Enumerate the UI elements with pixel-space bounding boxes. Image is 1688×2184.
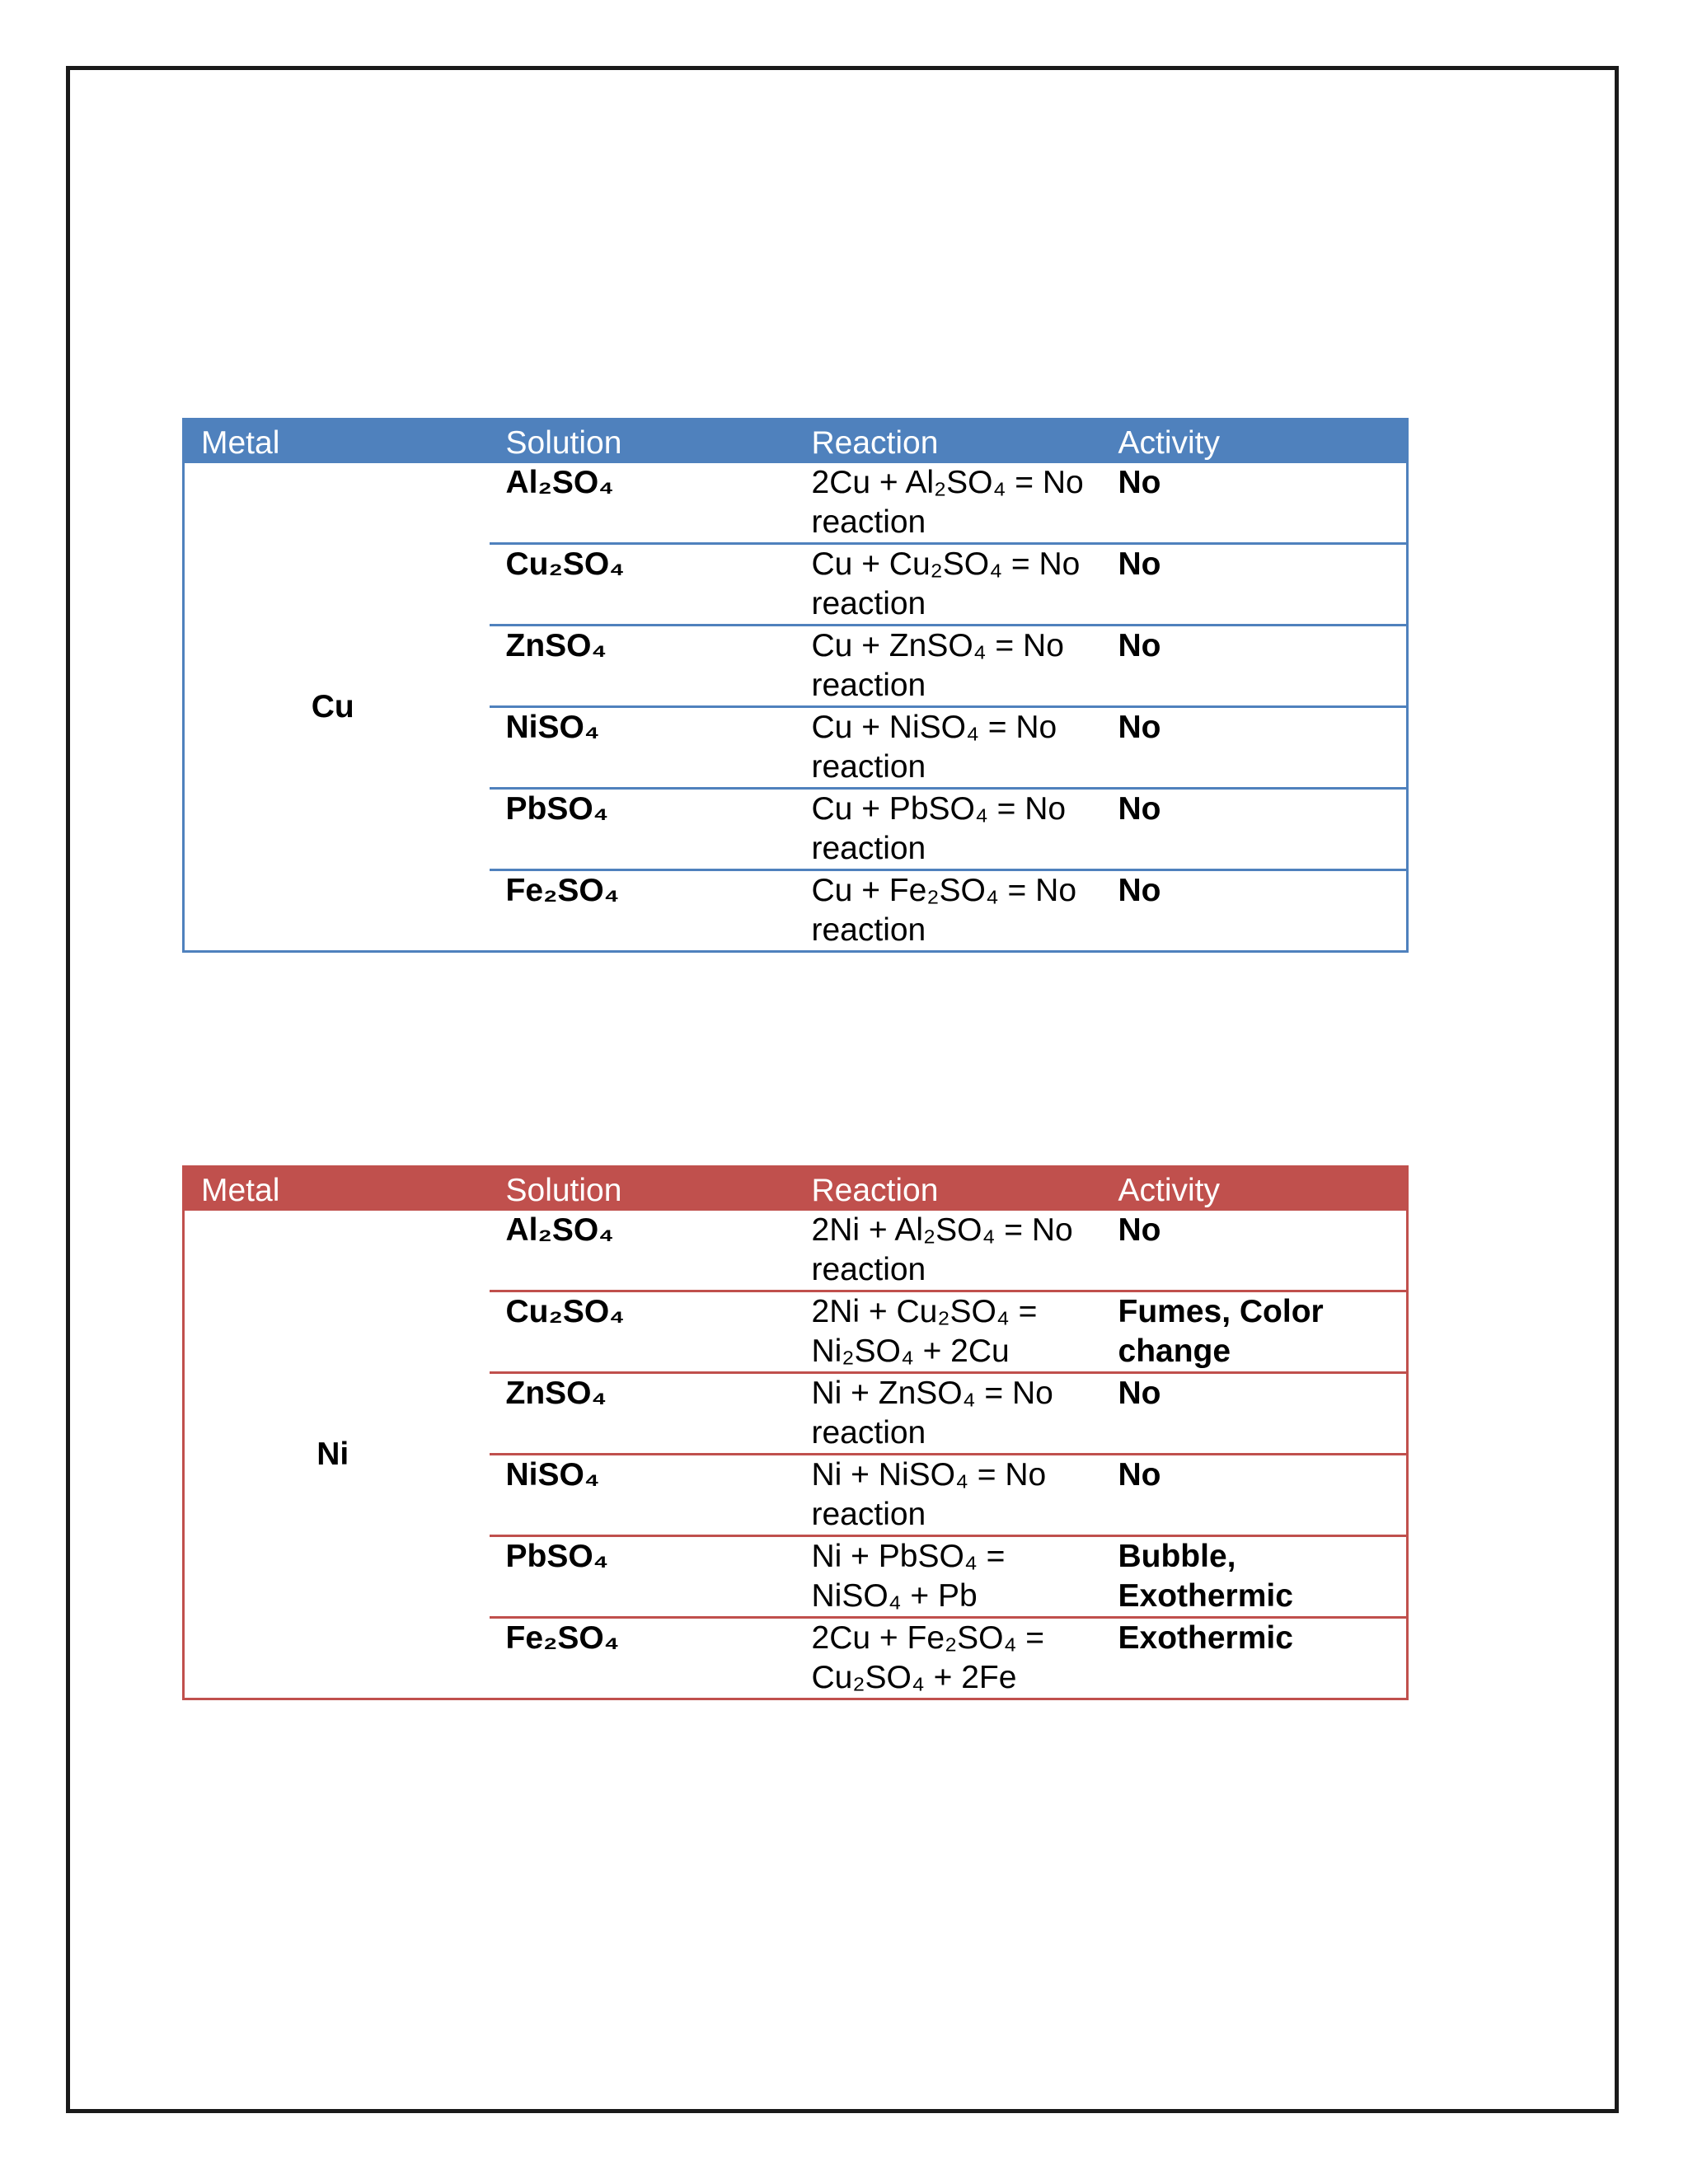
solution-cell: Al₂SO₄ (505, 465, 614, 500)
solution-cell: ZnSO₄ (490, 1373, 795, 1455)
table-header-row (184, 419, 1408, 464)
header-reaction: Reaction (811, 1173, 939, 1208)
solution-cell: PbSO₄ (490, 789, 795, 870)
header-activity: Activity (1118, 425, 1221, 461)
header-metal: Metal (201, 425, 280, 461)
solution-cell: NiSO₄ (490, 1455, 795, 1536)
activity-cell: No (1102, 1373, 1408, 1455)
reaction-cell: 2Ni + Al₂SO₄ = No reaction (811, 1212, 1073, 1287)
header-activity: Activity (1118, 1173, 1221, 1208)
header-reaction: Reaction (811, 425, 939, 461)
reaction-cell: Cu + NiSO₄ = No reaction (795, 707, 1102, 789)
solution-cell: Al₂SO₄ (505, 1212, 614, 1248)
activity-cell: Bubble, Exothermic (1102, 1536, 1408, 1618)
activity-cell: Fumes, Color change (1102, 1291, 1408, 1373)
reaction-cell: Ni + PbSO₄ = NiSO₄ + Pb (795, 1536, 1102, 1618)
activity-cell: No (1102, 544, 1408, 626)
activity-cell: No (1118, 465, 1161, 500)
header-solution: Solution (505, 425, 622, 461)
table-row (184, 1211, 1408, 1291)
activity-cell: No (1102, 870, 1408, 952)
solution-cell: ZnSO₄ (490, 626, 795, 707)
activity-cell: Exothermic (1102, 1618, 1408, 1699)
metal-cell: Ni (316, 1436, 349, 1472)
reaction-cell: Ni + ZnSO₄ = No reaction (795, 1373, 1102, 1455)
reaction-cell: 2Cu + Al₂SO₄ = No reaction (811, 465, 1084, 540)
reaction-cell: Cu + PbSO₄ = No reaction (795, 789, 1102, 870)
activity-cell: No (1102, 789, 1408, 870)
solution-cell: NiSO₄ (490, 707, 795, 789)
nickel-reaction-table (182, 1165, 1409, 1700)
reaction-cell: Ni + NiSO₄ = No reaction (795, 1455, 1102, 1536)
solution-cell: Fe₂SO₄ (490, 1618, 795, 1699)
activity-cell: No (1102, 707, 1408, 789)
reaction-cell: 2Ni + Cu₂SO₄ = Ni₂SO₄ + 2Cu (795, 1291, 1102, 1373)
copper-reaction-table (182, 418, 1409, 953)
activity-cell: No (1102, 626, 1408, 707)
solution-cell: Cu₂SO₄ (490, 544, 795, 626)
reaction-cell: 2Cu + Fe₂SO₄ = Cu₂SO₄ + 2Fe (795, 1618, 1102, 1699)
table-row (184, 463, 1408, 544)
reaction-cell: Cu + Cu₂SO₄ = No reaction (795, 544, 1102, 626)
solution-cell: PbSO₄ (490, 1536, 795, 1618)
header-solution: Solution (505, 1173, 622, 1208)
solution-cell: Cu₂SO₄ (490, 1291, 795, 1373)
header-metal: Metal (201, 1173, 280, 1208)
table-header-row (184, 1167, 1408, 1212)
page-frame (66, 66, 1619, 2113)
metal-cell: Cu (311, 688, 354, 724)
activity-cell: No (1118, 1212, 1161, 1248)
activity-cell: No (1102, 1455, 1408, 1536)
reaction-cell: Cu + Fe₂SO₄ = No reaction (795, 870, 1102, 952)
solution-cell: Fe₂SO₄ (490, 870, 795, 952)
reaction-cell: Cu + ZnSO₄ = No reaction (795, 626, 1102, 707)
